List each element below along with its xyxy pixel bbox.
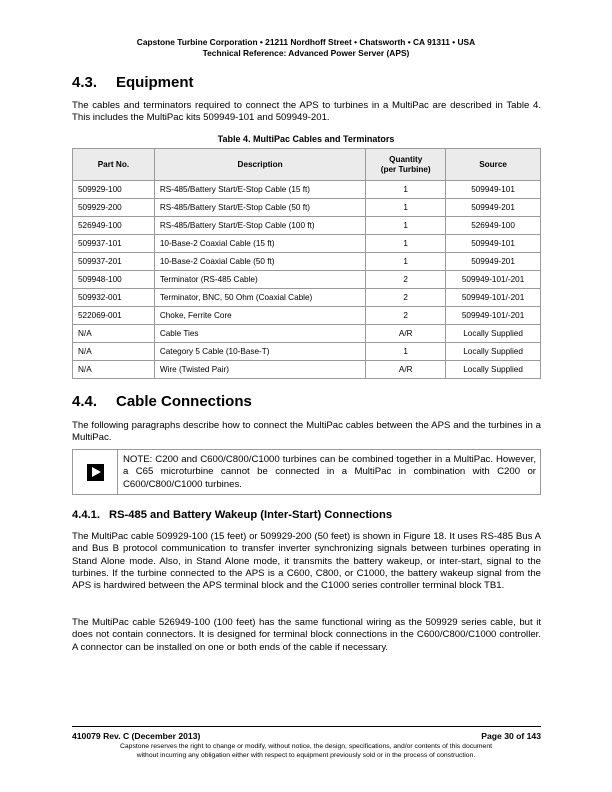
table-row	[73, 271, 541, 289]
cell-part: N/A	[73, 361, 155, 379]
col-header-source: Source	[446, 149, 541, 181]
footer-doc-id: 410079 Rev. C (December 2013)	[72, 731, 201, 741]
cell-description: 10-Base-2 Coaxial Cable (15 ft)	[154, 235, 365, 253]
cell-part: N/A	[73, 343, 155, 361]
cell-quantity: 1	[366, 253, 446, 271]
cell-description: RS-485/Battery Start/E-Stop Cable (100 ft)	[154, 217, 365, 235]
cell-source: Locally Supplied	[446, 343, 541, 361]
cell-part: 509937-101	[73, 235, 155, 253]
cell-source: 509949-201	[446, 253, 541, 271]
cell-part: 509929-100	[73, 181, 155, 199]
note-text	[123, 454, 536, 491]
cell-quantity: 1	[366, 217, 446, 235]
cell-description: Terminator, BNC, 50 Ohm (Coaxial Cable)	[154, 289, 365, 307]
col-header-description: Description	[154, 149, 365, 181]
disclaimer-line-1: Capstone reserves the right to change or modify, without notice, the design, specifications, and/or contents of this document	[119, 743, 493, 750]
cell-part: 526949-100	[73, 217, 155, 235]
cell-quantity: A/R	[366, 325, 446, 343]
section-number: 4.4.	[72, 393, 98, 410]
section-title: Equipment	[116, 74, 194, 91]
cell-part: 509948-100	[73, 271, 155, 289]
cell-description: 10-Base-2 Coaxial Cable (50 ft)	[154, 253, 365, 271]
cell-quantity: 1	[366, 181, 446, 199]
col-header-part: Part No.	[73, 149, 155, 181]
table-row	[73, 307, 541, 325]
table-row	[73, 325, 541, 343]
table-row	[73, 343, 541, 361]
cell-quantity: A/R	[366, 361, 446, 379]
cell-quantity: 2	[366, 271, 446, 289]
cell-source: Locally Supplied	[446, 325, 541, 343]
section-heading-cable-connections	[72, 393, 252, 410]
table-row	[73, 199, 541, 217]
cable-intro-paragraph: The following paragraphs describe how to connect the MultiPac cables between the APS and the turbines in a MultiPac.	[72, 420, 541, 444]
table-row	[73, 361, 541, 379]
subsection-heading	[72, 509, 392, 521]
table-caption: Table 4. MultiPac Cables and Terminators	[217, 134, 395, 144]
cell-part: N/A	[73, 325, 155, 343]
cell-part: 509937-201	[73, 253, 155, 271]
equipment-intro-paragraph: The cables and terminators required to connect the APS to turbines in a MultiPac are described in Table 4. This includes the MultiPac kits 509949-101 and 509949-201.	[72, 100, 541, 124]
cell-source: 509949-101/-201	[446, 307, 541, 325]
cell-quantity: 2	[366, 307, 446, 325]
col-header-quantity-line2: (per Turbine)	[380, 164, 431, 174]
page-header	[0, 37, 612, 59]
cell-quantity: 1	[366, 343, 446, 361]
cell-source: 509949-101	[446, 181, 541, 199]
footer-divider	[72, 726, 541, 727]
subsection-title: RS-485 and Battery Wakeup (Inter-Start) Connections	[109, 509, 393, 521]
cell-source: 509949-101/-201	[446, 271, 541, 289]
cell-source: 509949-101/-201	[446, 289, 541, 307]
col-header-quantity-line1: Quantity	[389, 154, 423, 164]
header-company-line: Capstone Turbine Corporation • 21211 Nordhoff Street • Chatsworth • CA 91311 • USA	[136, 37, 476, 47]
cell-description: RS-485/Battery Start/E-Stop Cable (50 ft)	[154, 199, 365, 217]
subsection-paragraph-2: The MultiPac cable 526949-100 (100 feet) has the same functional wiring as the 509929 series cable, but it does not contain connectors. It is designed for terminal block connections in the C600/C800/C1000 controller. A connector can be installed on one or both ends of the cable if necessary.	[72, 617, 541, 653]
cell-source: 509949-201	[446, 199, 541, 217]
disclaimer-line-2: without incurring any obligation either with respect to equipment previously sold or in the process of construction.	[136, 752, 476, 759]
table-row	[73, 253, 541, 271]
cell-source: 526949-100	[446, 217, 541, 235]
cell-source: 509949-101	[446, 235, 541, 253]
cell-quantity: 1	[366, 235, 446, 253]
section-number: 4.3.	[72, 74, 98, 91]
play-arrow-icon	[73, 450, 117, 494]
cell-part: 522069-001	[73, 307, 155, 325]
cell-description: Category 5 Cable (10-Base-T)	[154, 343, 365, 361]
header-reference-line: Technical Reference: Advanced Power Server (APS)	[202, 48, 410, 58]
cell-source: Locally Supplied	[446, 361, 541, 379]
note-box	[72, 449, 541, 495]
cell-description: Cable Ties	[154, 325, 365, 343]
section-heading-equipment	[72, 74, 194, 91]
table-header-row	[73, 149, 541, 181]
subsection-number: 4.4.1.	[72, 509, 100, 521]
footer-disclaimer	[0, 742, 612, 760]
table-row	[73, 217, 541, 235]
note-text-content: NOTE: C200 and C600/C800/C1000 turbines can be combined together in a MultiPac. However, a C65 microturbine cannot be connected in a MultiPac in combination with C200 or C600/C800/C1000 turbines.	[123, 454, 536, 490]
cell-description: RS-485/Battery Start/E-Stop Cable (15 ft)	[154, 181, 365, 199]
footer-page-number: Page 30 of 143	[481, 731, 541, 741]
cell-description: Choke, Ferrite Core	[154, 307, 365, 325]
cell-part: 509929-200	[73, 199, 155, 217]
table-row	[73, 235, 541, 253]
subsection-paragraph-1: The MultiPac cable 509929-100 (15 feet) or 509929-200 (50 feet) is shown in Figure 18. It uses RS-485 Bus A and Bus B protocol communication to transfer inverter synchronizing signals between turbines operating in Stand Alone mode. Also, in Stand Alone mode, it transmits the battery wakeup, or inter-start, signal to the turbines. If the turbine connected to the APS is a C600, C800, or C1000, the battery wakeup signal from the APS is hardwired between the APS terminal block and the C1000 series controller terminal block TB1.	[72, 531, 541, 592]
table-row	[73, 289, 541, 307]
table-row	[73, 181, 541, 199]
cell-part: 509932-001	[73, 289, 155, 307]
cell-description: Wire (Twisted Pair)	[154, 361, 365, 379]
equipment-table	[72, 148, 541, 379]
section-title: Cable Connections	[116, 393, 252, 410]
cell-description: Terminator (RS-485 Cable)	[154, 271, 365, 289]
cell-quantity: 1	[366, 199, 446, 217]
col-header-quantity	[366, 149, 446, 181]
cell-quantity: 2	[366, 289, 446, 307]
